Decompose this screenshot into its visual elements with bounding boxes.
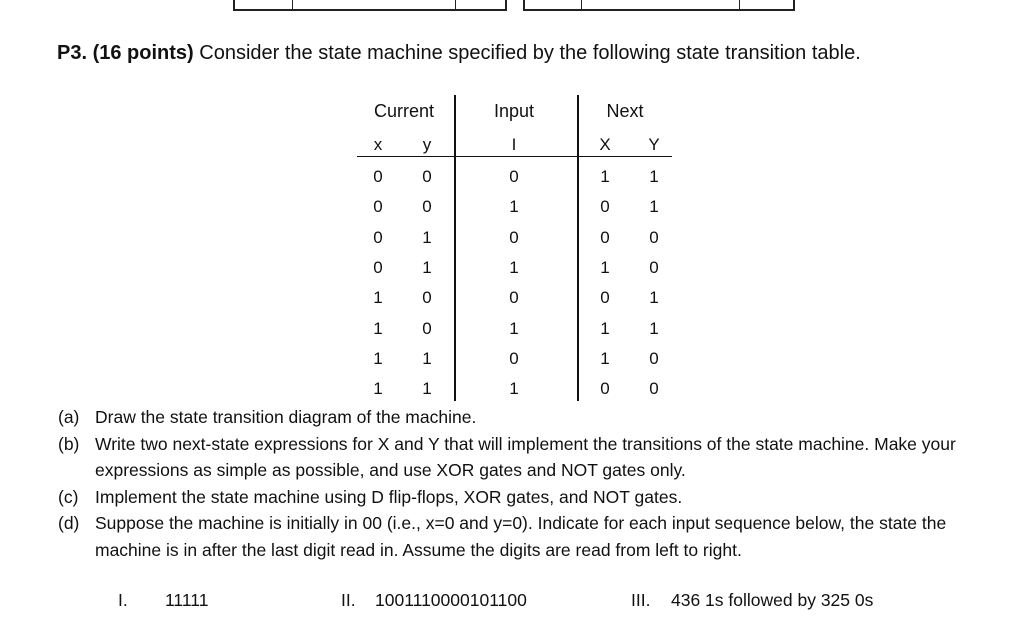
cell-next-y: 0 — [649, 228, 659, 247]
question-c-label: (c) — [58, 486, 79, 507]
cell-input: 1 — [509, 197, 519, 216]
question-d — [58, 510, 998, 563]
question-list — [58, 404, 998, 563]
cell-next-y: 1 — [649, 167, 659, 186]
cell-next-y: 1 — [649, 197, 659, 216]
question-b-label: (b) — [58, 433, 80, 454]
cell-next-y: 0 — [649, 258, 659, 277]
col-header-y: y — [422, 135, 432, 154]
col-header-x: x — [373, 135, 383, 154]
cell-input: 0 — [509, 349, 519, 368]
previous-table-divider — [581, 0, 582, 9]
problem-label: P3. (16 points) — [57, 42, 194, 64]
previous-table-divider — [739, 0, 740, 9]
table-divider-right — [577, 95, 579, 401]
table-divider-left — [454, 95, 456, 401]
table-header-rule — [357, 156, 672, 157]
cell-next-y: 0 — [649, 349, 659, 368]
cell-current-x: 1 — [373, 379, 383, 398]
previous-table-box-right — [523, 0, 795, 11]
cell-next-y: 0 — [649, 379, 659, 398]
previous-table-divider — [292, 0, 293, 9]
problem-heading — [57, 42, 861, 65]
question-c — [58, 484, 998, 511]
question-d-label: (d) — [58, 513, 80, 533]
header-next: Next — [606, 101, 644, 121]
cell-next-x: 0 — [600, 379, 610, 398]
cell-current-y: 1 — [422, 228, 432, 247]
cell-next-x: 0 — [600, 288, 610, 307]
cell-input: 0 — [509, 167, 519, 186]
question-b-text: Write two next-state expressions for X and Y that will implement the transitions of the state machine. Make your expressions as simple as possible, and use XOR gates and NOT gates only. — [95, 433, 956, 480]
cell-current-y: 0 — [422, 288, 432, 307]
sequence-2-number: II. — [341, 590, 356, 610]
header-current: Current — [373, 101, 435, 121]
cell-input: 0 — [509, 288, 519, 307]
col-header-input: I — [511, 135, 517, 154]
cell-next-x: 1 — [600, 258, 610, 277]
cell-current-y: 1 — [422, 379, 432, 398]
cell-current-x: 1 — [373, 349, 383, 368]
previous-table-box-left — [233, 0, 507, 11]
cell-input: 1 — [509, 319, 519, 338]
sequence-2 — [341, 590, 527, 611]
sequence-2-value: 1001110000101100 — [375, 590, 527, 610]
cell-input: 0 — [509, 228, 519, 247]
cell-current-x: 0 — [373, 167, 383, 186]
cell-current-x: 1 — [373, 319, 383, 338]
sequence-3 — [631, 590, 873, 611]
cell-input: 1 — [509, 258, 519, 277]
cell-current-y: 0 — [422, 197, 432, 216]
cell-next-x: 1 — [600, 167, 610, 186]
question-a-label: (a) — [58, 407, 80, 427]
cell-next-y: 1 — [649, 288, 659, 307]
col-header-next-x: X — [599, 135, 611, 154]
question-a-text: Draw the state transition diagram of the machine. — [95, 407, 477, 427]
cell-current-y: 0 — [422, 167, 432, 186]
header-input: Input — [493, 101, 535, 121]
cell-current-y: 0 — [422, 319, 432, 338]
cell-current-x: 0 — [373, 258, 383, 277]
cell-current-x: 1 — [373, 288, 383, 307]
sequence-1 — [118, 590, 208, 611]
question-b — [58, 431, 998, 484]
cell-input: 1 — [509, 379, 519, 398]
question-a — [58, 404, 998, 431]
question-c-text: Implement the state machine using D flip-flops, XOR gates, and NOT gates. — [95, 486, 683, 507]
cell-current-y: 1 — [422, 258, 432, 277]
cell-next-x: 1 — [600, 319, 610, 338]
cell-current-y: 1 — [422, 349, 432, 368]
sequence-1-number: I. — [118, 590, 128, 610]
cell-next-x: 0 — [600, 197, 610, 216]
problem-statement: Consider the state machine specified by the following state transition table. — [199, 42, 861, 64]
previous-table-remnant — [0, 0, 1024, 12]
cell-next-y: 1 — [649, 319, 659, 338]
cell-next-x: 0 — [600, 228, 610, 247]
previous-table-divider — [455, 0, 456, 9]
col-header-next-y: Y — [648, 135, 660, 154]
sequence-1-value: 11111 — [165, 590, 209, 610]
cell-next-x: 1 — [600, 349, 610, 368]
sequence-3-number: III. — [631, 590, 651, 610]
cell-current-x: 0 — [373, 197, 383, 216]
question-d-text: Suppose the machine is initially in 00 (i.e., x=0 and y=0). Indicate for each input sequence below, the state the machine is in after the last digit read in. Assume the digits are read from left to right. — [95, 513, 947, 560]
sequence-3-value: 436 1s followed by 325 0s — [671, 590, 874, 610]
cell-current-x: 0 — [373, 228, 383, 247]
